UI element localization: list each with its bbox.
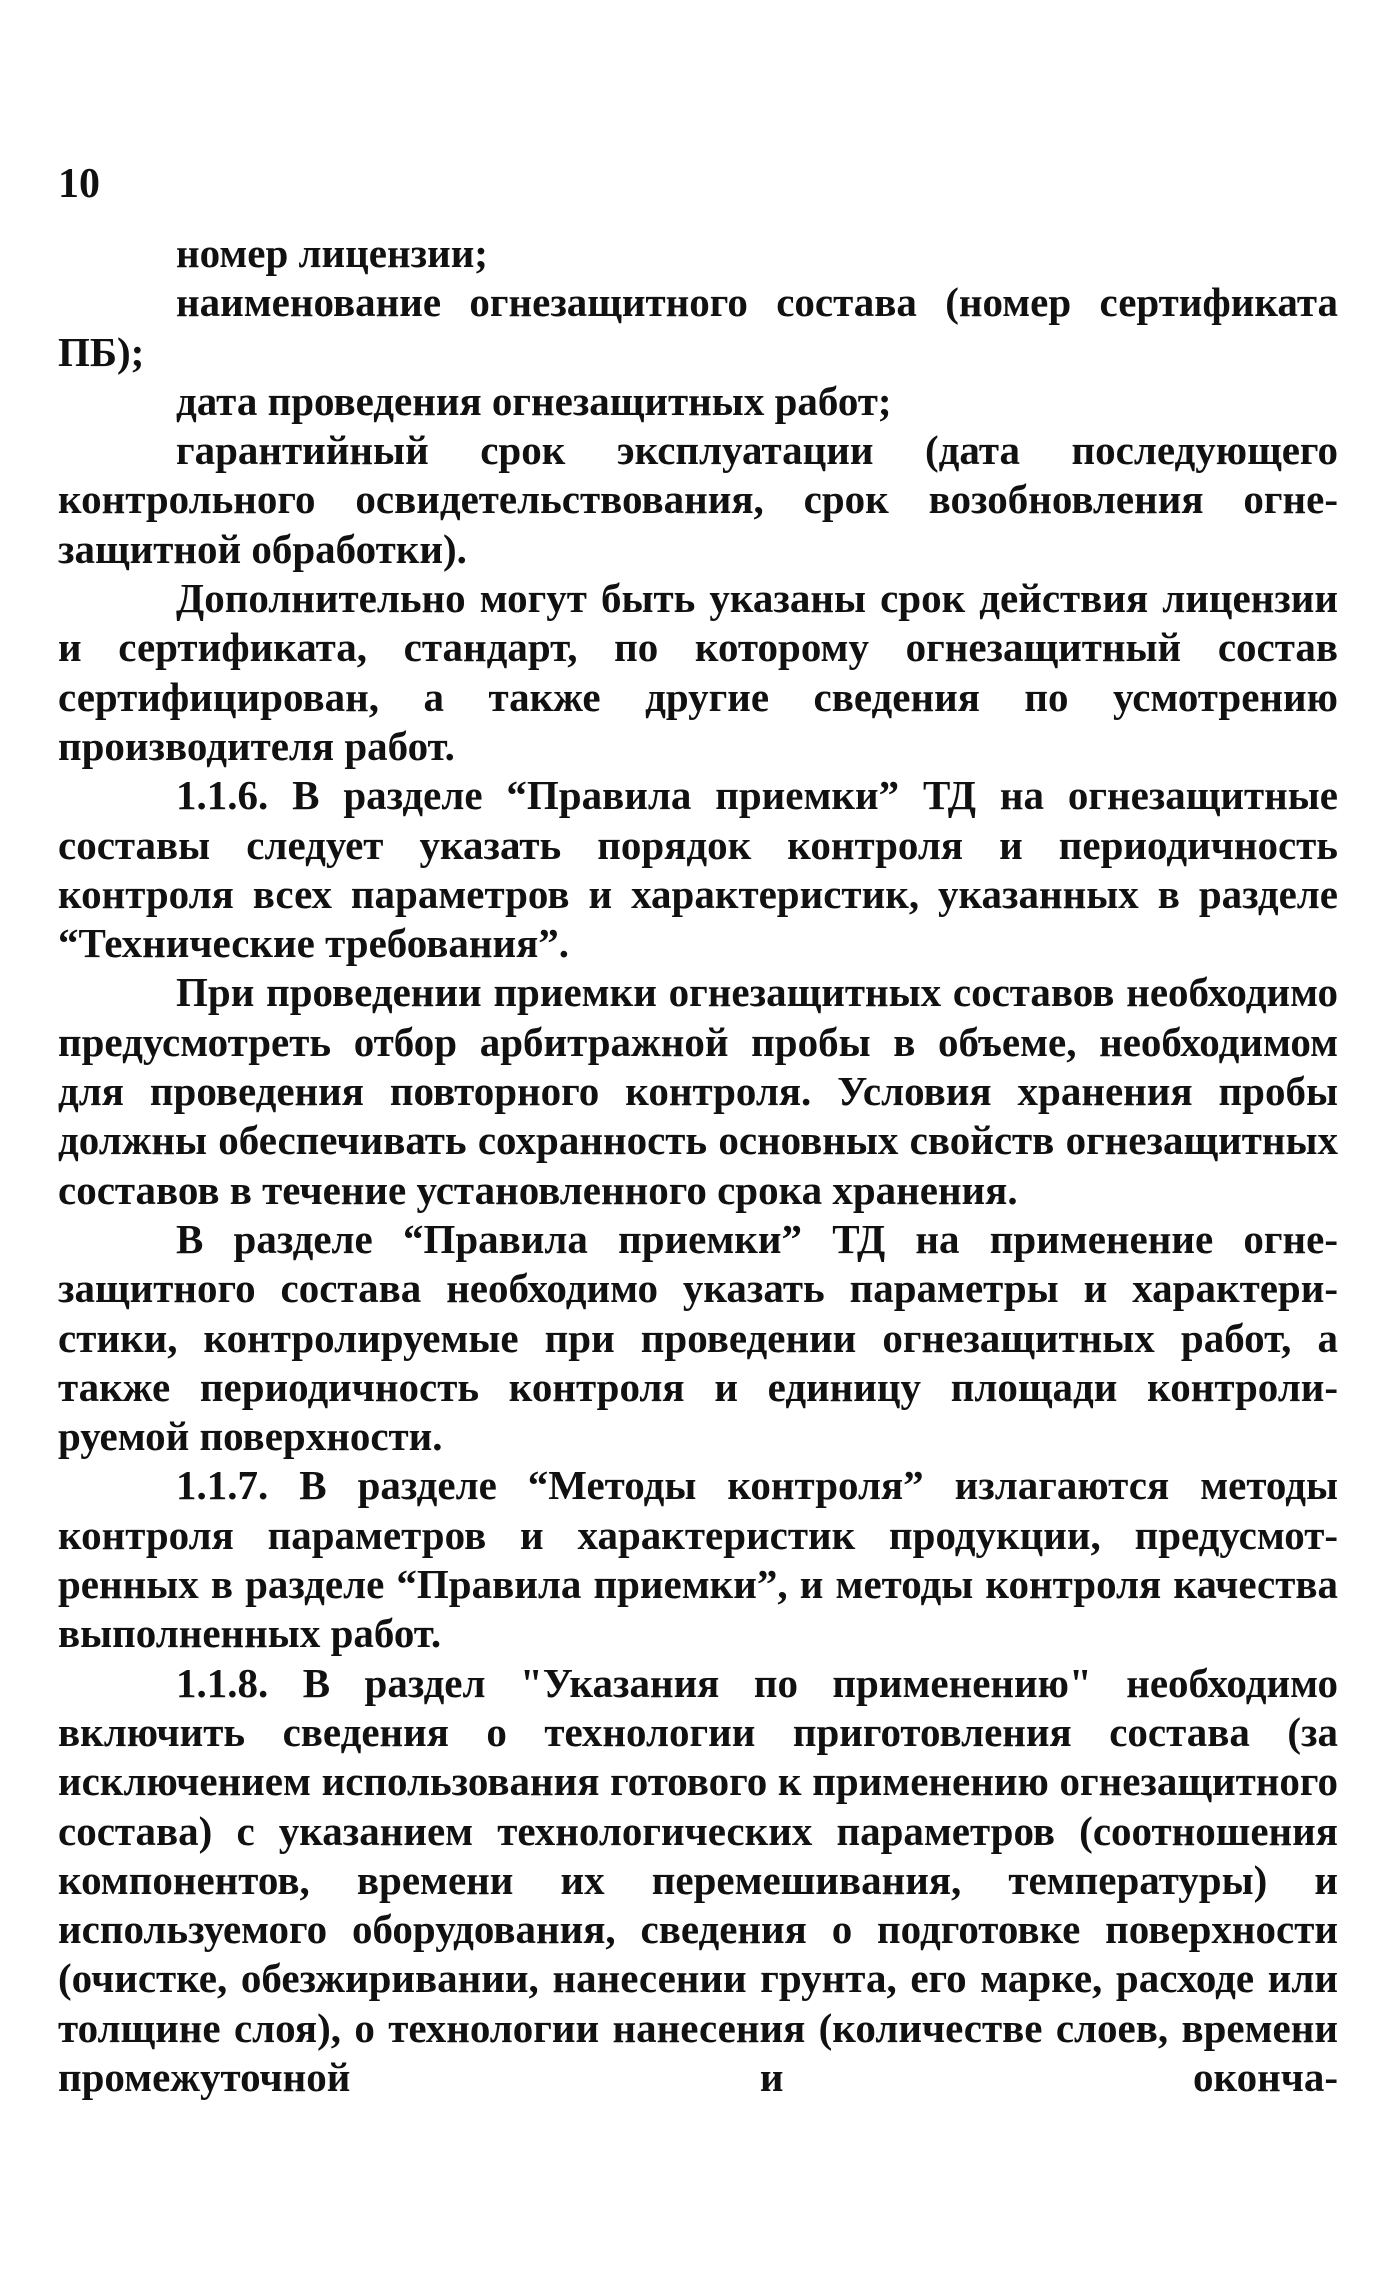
page-number: 10	[58, 161, 100, 207]
paragraph-additional-info: Дополнительно могут быть указаны срок действия лицензии и сертификата, стандарт, по которому огнезащитный состав сертифицирован, а также другие сведения по усмотрению производителя работ.	[58, 575, 1338, 769]
paragraph-acceptance-rules-application: В разделе “Правила приемки” ТД на применение огнезащитного состава необходимо указать параметры и характеристики, контролируемые при проведении огнезащитных работ, а также периодичность контроля и единицу площади контролируемой поверхности.	[58, 1215, 1338, 1460]
paragraph-composition-name: наименование огнезащитного состава (номер сертификата ПБ);	[58, 279, 1338, 375]
paragraph-license-number: номер лицензии;	[176, 230, 488, 276]
paragraph-works-date: дата проведения огнезащитных работ;	[176, 377, 892, 424]
paragraph-warranty-period: гарантийный срок эксплуатации (дата последующего контрольного освидетельствования, срок возобновления огнезащитной обработки).	[58, 427, 1338, 572]
paragraph-section-1-1-7: 1.1.7. В разделе “Методы контроля” излагаются методы контроля параметров и характеристик продукции, предусмотренных в разделе “Правила приемки”, и методы контроля качества выполненных работ.	[58, 1462, 1338, 1657]
document-page	[58, 160, 1338, 2102]
paragraph-arbitration-sample: При проведении приемки огнезащитных составов необходимо предусмотреть отбор арбитражной пробы в объеме, необходимом для проведения повторного контроля. Условия хранения пробы должны обеспечивать сохранность основных свойств огнезащитных составов в течение установленного срока хранения.	[58, 969, 1338, 1213]
paragraph-section-1-1-6: 1.1.6. В разделе “Правила приемки” ТД на огнезащитные составы следует указать порядок контроля и периодичность контроля всех параметров и характеристик, указанных в разделе “Технические требования”.	[58, 772, 1338, 967]
paragraph-section-1-1-8: 1.1.8. В раздел "Указания по применению" необходимо включить сведения о технологии приготовления состава (за исключением использования готового к применению огнезащитного состава) с указанием технологических параметров (соотношения компонентов, времени их перемешивания, температуры) и используемого оборудования, сведения о подготовке поверхности (очистке, обезжиривании, нанесении грунта, его марке, расходе или толщине слоя), о технологии нанесения (количестве слоев, времени промежуточной и оконча-	[58, 1659, 1338, 2100]
